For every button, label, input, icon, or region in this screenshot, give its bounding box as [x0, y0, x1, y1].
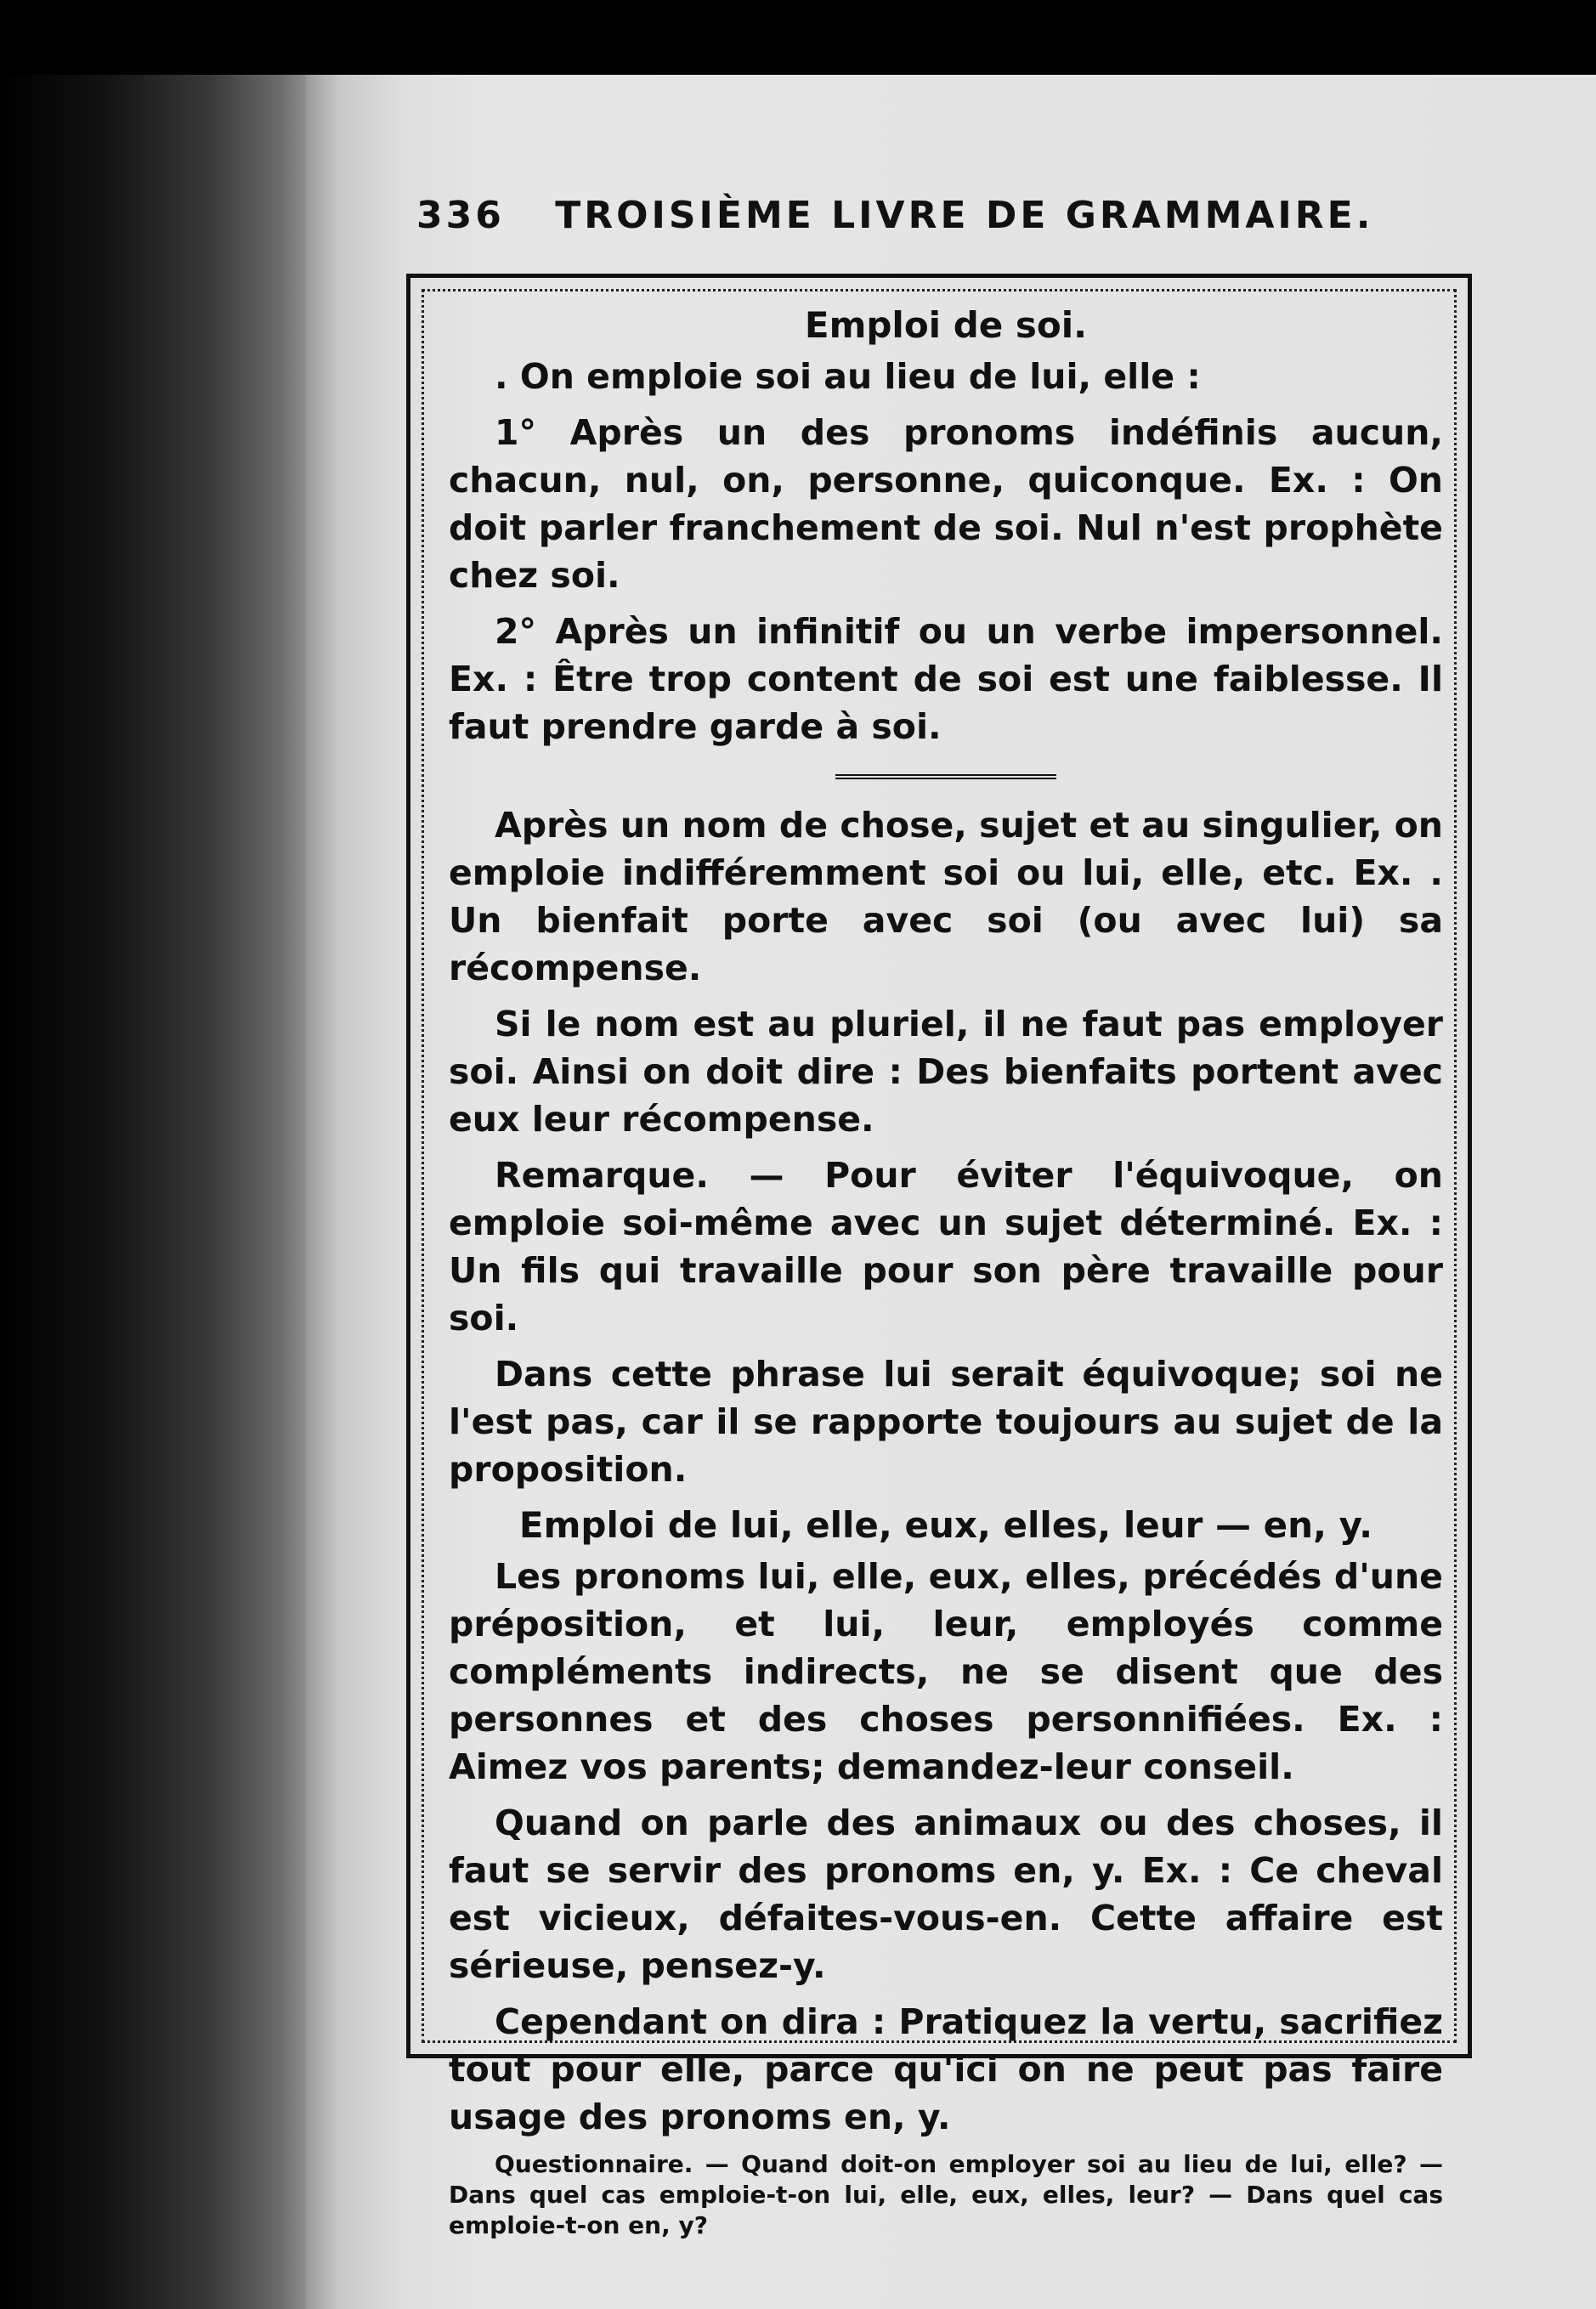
paragraph: Dans cette phrase lui serait équivoque; soi ne l'est pas, car il se rapporte toujours au sujet de la proposition.: [449, 1354, 1443, 1490]
paragraph: Si le nom est au pluriel, il ne faut pas employer soi. Ainsi on doit dire : Des bienfaits portent avec eux leur récompense.: [449, 1004, 1443, 1140]
running-title: TROISIÈME LIVRE DE GRAMMAIRE.: [555, 194, 1374, 237]
section-heading-soi: Emploi de soi.: [804, 304, 1088, 346]
paragraph: . On emploie soi au lieu de lui, elle :: [495, 356, 1201, 397]
paragraph: Les pronoms lui, elle, eux, elles, précédés d'une préposition, et lui, leur, employés comme compléments indirects, ne se disent que des personnes et des choses personnifiées. Ex. : Aimez vos parents; demandez-leur conseil.: [449, 1556, 1443, 1787]
ornamental-divider: [835, 762, 1056, 779]
remark-paragraph: Remarque. — Pour éviter l'équivoque, on emploie soi-même avec un sujet déterminé. Ex. : Un fils qui travaille pour son père travaille pour soi.: [449, 1155, 1443, 1338]
section-heading-lui-elle: Emploi de lui, elle, eux, elles, leur — en, y.: [518, 1504, 1373, 1546]
page-number: 336: [416, 194, 505, 237]
paragraph: Cependant on dira : Pratiquez la vertu, sacrifiez tout pour elle, parce qu'ici on ne peut pas faire usage des pronoms en, y.: [449, 2001, 1443, 2137]
paragraph: Quand on parle des animaux ou des choses, il faut se servir des pronoms en, y. Ex. : Ce cheval est vicieux, défaites-vous-en. Cette affaire est sérieuse, pensez-y.: [449, 1802, 1443, 1986]
page-body: [449, 302, 1443, 2250]
paragraph: 1° Après un des pronoms indéfinis aucun, chacun, nul, on, personne, quiconque. Ex. : On doit parler franchement de soi. Nul n'est prophète chez soi.: [449, 412, 1443, 596]
book-gutter-shadow: [0, 75, 314, 2309]
paragraph: Après un nom de chose, sujet et au singulier, on emploie indifféremment soi ou lui, elle, etc. Ex. . Un bienfait porte avec soi (ou avec lui) sa récompense.: [449, 805, 1443, 988]
running-header: [416, 194, 1374, 237]
questionnaire: Questionnaire. — Quand doit-on employer soi au lieu de lui, elle? — Dans quel cas emploie-t-on lui, elle, eux, elles, leur? — Dans quel cas emploie-t-on en, y?: [449, 2150, 1443, 2239]
paragraph: 2° Après un infinitif ou un verbe impersonnel. Ex. : Être trop content de soi est une faiblesse. Il faut prendre garde à soi.: [449, 611, 1443, 747]
